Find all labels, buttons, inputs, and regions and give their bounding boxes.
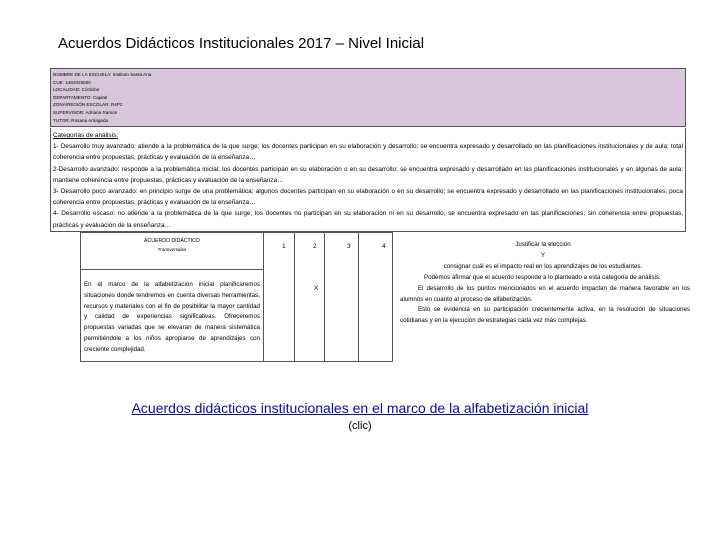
justification-y: Y xyxy=(540,251,546,259)
school-info-box xyxy=(50,68,686,127)
selected-category-mark: X xyxy=(314,285,319,292)
column-3-cell xyxy=(325,232,359,362)
column-2-cell xyxy=(295,232,325,362)
info-tutor: TUTOR: Rosana Arriagada xyxy=(53,117,109,123)
column-1-cell xyxy=(264,232,295,362)
column-1-header: 1 xyxy=(282,243,286,250)
justification-paragraph-2: El desarrollo de los puntos mencionados en el acuerdo impactan de manera favorable en los alumnos en cuanto al proceso de alfabetización. xyxy=(400,284,690,303)
column-3-header: 3 xyxy=(347,243,351,250)
column-4-header: 4 xyxy=(382,243,386,250)
evaluation-table xyxy=(50,232,690,362)
info-zone: ZONA/REGIÓN ESCOLAR: R4P2 xyxy=(53,102,123,108)
justification-paragraph-3: Esto se evidencia en su participación crecientemente activa, en la resolución de situaciones cotidianas y en la ejecución de estrategias cada vez más complejas. xyxy=(400,306,690,325)
page-title: Acuerdos Didácticos Institucionales 2017 – Nivel Inicial xyxy=(58,35,425,52)
category-1: 1- Desarrollo muy avanzado: atiende a la problemática de la que surge; los docentes participan en su elaboración y desarrollo; se encuentra expresado y desarrollado en las planificaciones institucionales y de aula; total coherencia entre propuestas, prácticas y evaluación de la enseñanza… xyxy=(53,143,683,162)
acuerdo-body-cell xyxy=(80,270,264,362)
info-cue: CUE: 1462026600 xyxy=(53,79,91,85)
category-3: 3- Desarrollo poco avanzado: en principio surge de una problemática; algunos docentes participan en su elaboración o en su desarrollo; se encuentra expresado y desarrollado en las planificaciones institucionales; poca coherencia entre propuestas, prácticas y evaluación de la enseñanza… xyxy=(53,188,683,207)
justification-body xyxy=(400,273,690,327)
alfabetizacion-link[interactable]: Acuerdos didácticos institucionales en el marco de la alfabetización inicial xyxy=(131,400,589,416)
justification-header xyxy=(400,240,686,272)
column-2-header: 2 xyxy=(313,243,317,250)
justification-paragraph-1: Podemos afirmar que el acuerdo responde a lo planteado a esta categoría de análisis. xyxy=(424,274,661,281)
info-locality: LOCALIDAD: Córdoba xyxy=(53,87,100,93)
justification-title: Justificar la elección xyxy=(515,241,571,248)
info-department: DEPARTAMENTO: Capital xyxy=(53,94,108,100)
acuerdo-subheader: Transversales xyxy=(157,247,187,252)
column-4-cell xyxy=(359,232,393,362)
acuerdo-header-cell xyxy=(80,232,264,270)
acuerdo-text: En el marco de la alfabetización inicial planificaremos situaciones donde tendremos en cuenta diversas herramientas, recursos y materiales con el fin de posibilitar la mayor cantidad y calidad de experiencias significativas. Ofreceremos propuestas variadas que se elevaran de manera sistemática permitiéndole a los niños apropiarse de aprendizajes con creciente complejidad. xyxy=(84,281,260,353)
category-4: 4- Desarrollo escaso: no atiende a la problemática de la que surge; los docentes no participan en su elaboración ni en su desarrollo; se encuentra expresado en las planificaciones; sin coherencia entre propuestas, prácticas y evaluación de la enseñanza… xyxy=(53,210,683,229)
analysis-categories xyxy=(50,128,686,232)
info-school-name: NOMBRE DE LA ESCUELA: Instituto Santa Ana xyxy=(53,72,152,77)
info-supervisor: SUPERVISOR: Adriana Ramos xyxy=(53,109,117,115)
acuerdo-header: ACUERDO DIDÁCTICO xyxy=(144,238,200,244)
category-2: 2-Desarrollo avanzado: responde a la problemática inicial; los docentes participan en su elaboración o en su desarrollo; se encuentra expresado y desarrollado en las planificaciones institucionales y en algunas de aula; mantiene coherencia entre propuestas, prácticas y evaluación de la enseñanza… xyxy=(53,165,683,184)
clic-label: (clic) xyxy=(348,420,372,432)
categories-heading: Categorías de análisis: xyxy=(53,132,119,139)
justification-subtitle: consignar cuál es el impacto real en los aprendizajes de los estudiantes. xyxy=(443,262,643,270)
